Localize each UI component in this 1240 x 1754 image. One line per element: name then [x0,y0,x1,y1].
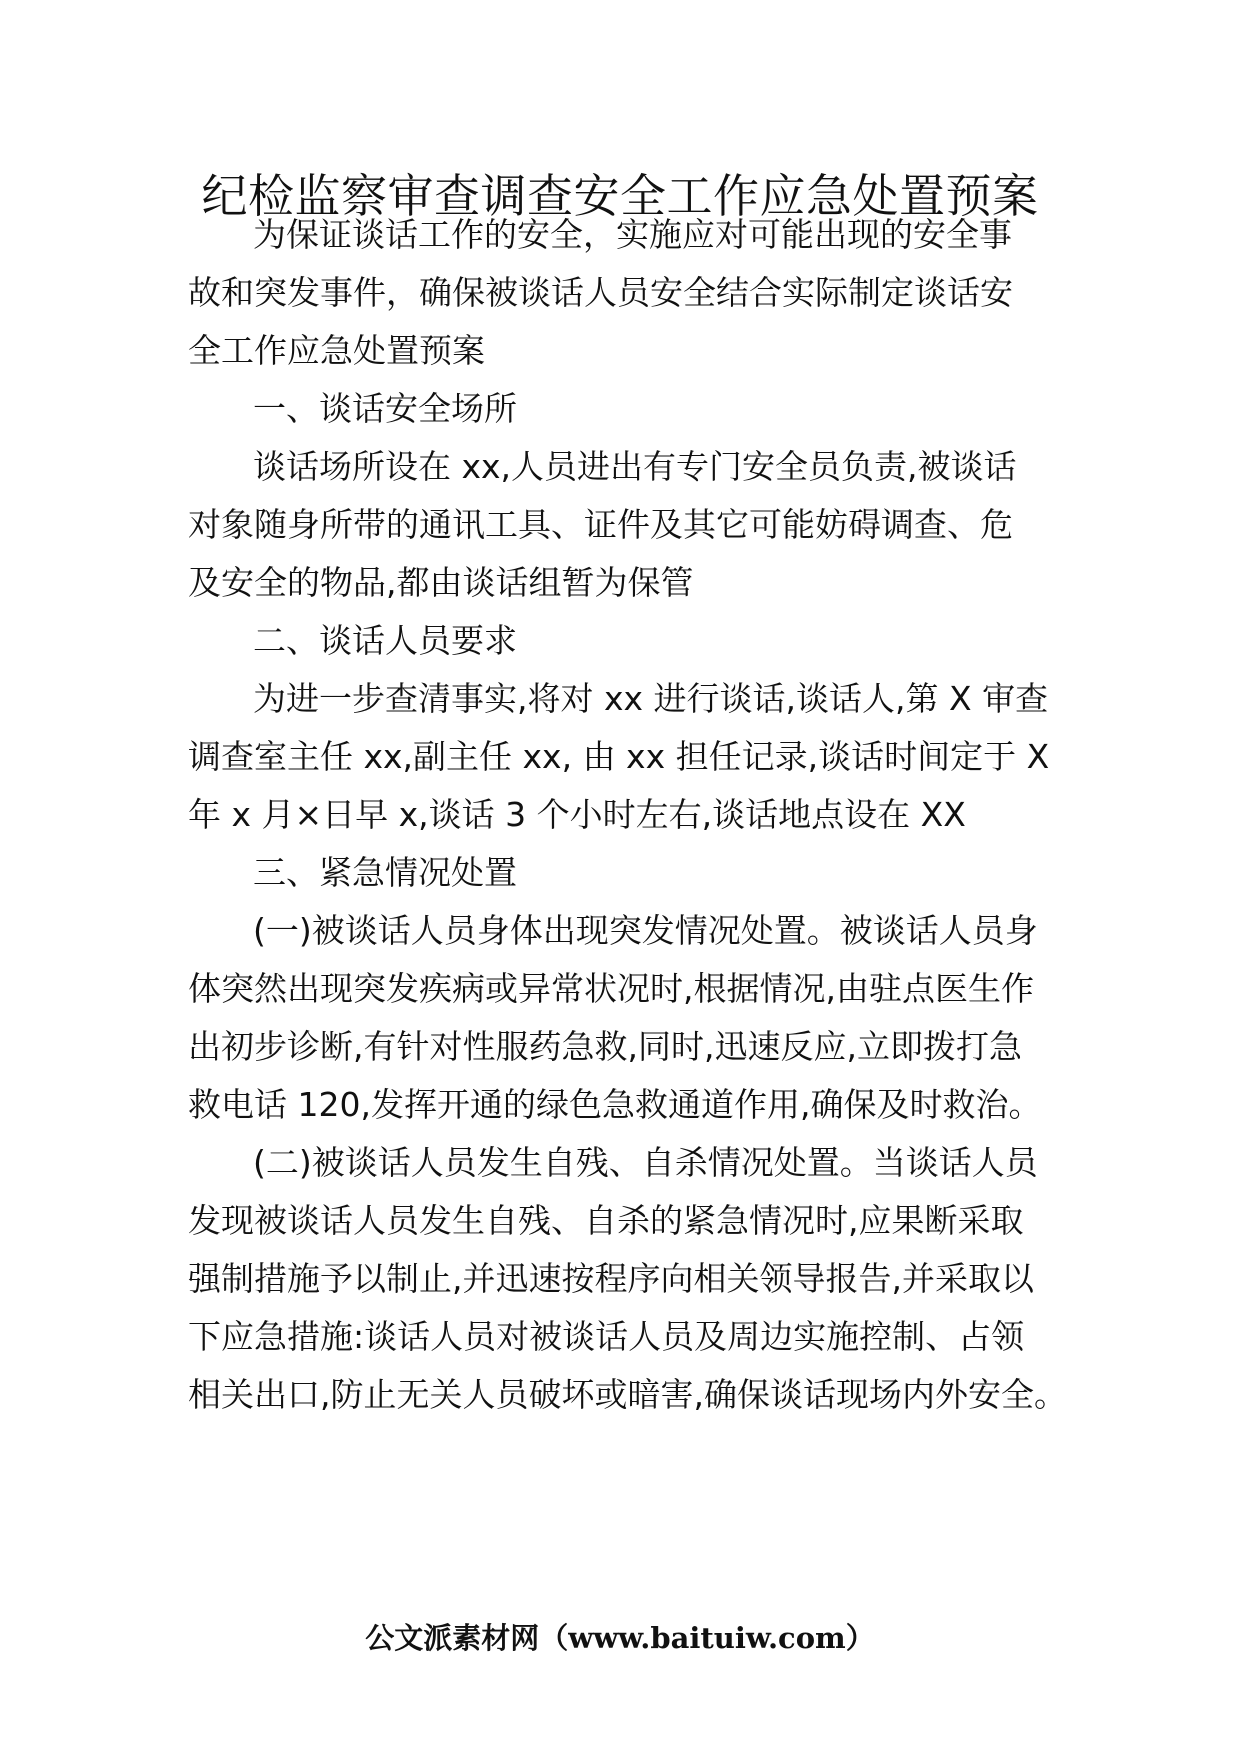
document-title: 纪检监察审查调查安全工作应急处置预案 [201,169,1039,223]
body-line: 体突然出现突发疾病或异常状况时,根据情况,由驻点医生作 [188,969,1034,1008]
section-heading: 二、谈话人员要求 [253,621,517,660]
body-line: 出初步诊断,有针对性服药急救,同时,迅速反应,立即拨打急 [188,1027,1022,1066]
body-line: 发现被谈话人员发生自残、自杀的紧急情况时,应果断采取 [188,1201,1024,1240]
body-line: 强制措施予以制止,并迅速按程序向相关领导报告,并采取以 [188,1259,1034,1298]
body-line: 相关出口,防止无关人员破坏或暗害,确保谈话现场内外安全。 [188,1375,1067,1414]
body-line: 及安全的物品,都由谈话组暂为保管 [188,563,694,602]
body-line: 下应急措施:谈话人员对被谈话人员及周边实施控制、占领 [188,1317,1025,1356]
section-heading: 三、紧急情况处置 [253,853,517,892]
body-line: (一)被谈话人员身体出现突发情况处置。被谈话人员身 [253,911,1038,950]
body-line: 谈话场所设在 xx,人员进出有专门安全员负责,被谈话 [253,447,1017,486]
body-line: 故和突发事件，确保被谈话人员安全结合实际制定谈话安 [188,273,1013,312]
section-heading: 一、谈话安全场所 [253,389,517,428]
body-line: 为保证谈话工作的安全，实施应对可能出现的安全事 [253,215,1012,254]
body-line: 调查室主任 xx,副主任 xx, 由 xx 担任记录,谈话时间定于 X [188,737,1050,776]
body-line: 年 x 月×日早 x,谈话 3 个小时左右,谈话地点设在 XX [188,795,966,834]
body-line: 对象随身所带的通讯工具、证件及其它可能妨碍调查、危 [188,505,1013,544]
body-line: (二)被谈话人员发生自残、自杀情况处置。当谈话人员 [253,1143,1038,1182]
body-line: 为进一步查清事实,将对 xx 进行谈话,谈话人,第 X 审查 [253,679,1049,718]
body-line: 救电话 120,发挥开通的绿色急救通道作用,确保及时救治。 [188,1085,1042,1124]
body-line: 全工作应急处置预案 [188,331,485,370]
footer-source: 公文派素材网（www.baituiw.com） [365,1621,875,1655]
